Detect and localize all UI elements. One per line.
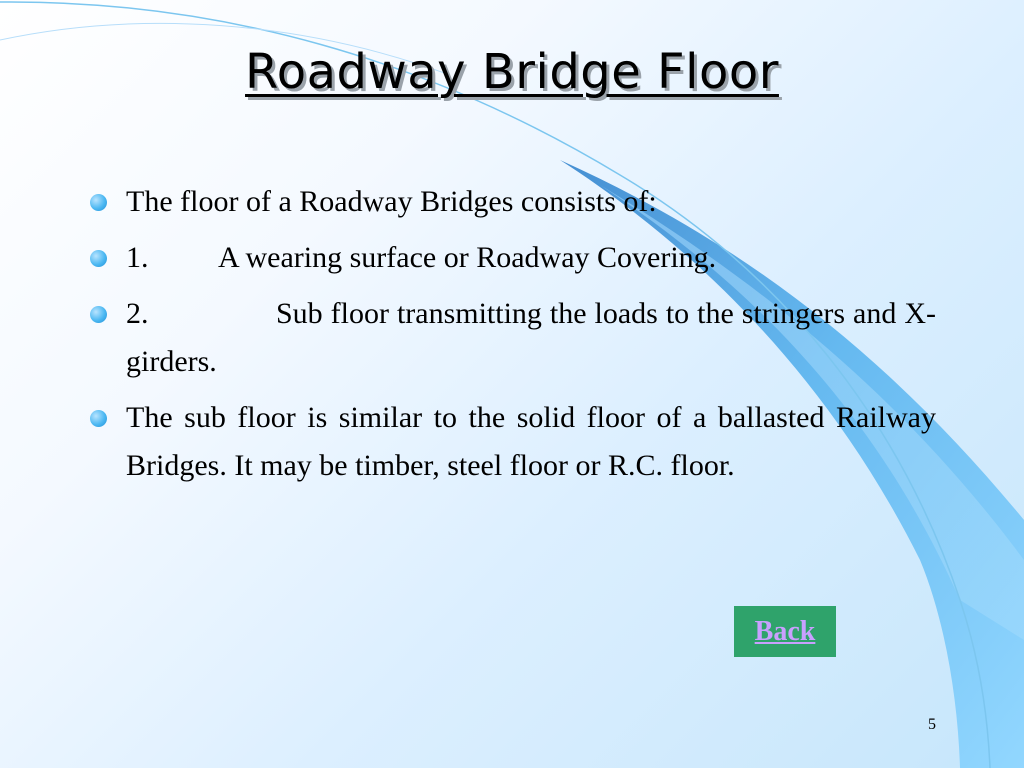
bullet-dot-icon xyxy=(90,410,107,427)
bullet-text: Sub floor transmitting the loads to the stringers and X-girders. xyxy=(126,297,936,378)
bullet-text: The sub floor is similar to the solid floor of a ballasted Railway Bridges. It may be timber, steel floor or R.C. floor. xyxy=(126,401,936,482)
bullet-number: 1. xyxy=(126,241,149,274)
bullet-number: 2. xyxy=(126,297,149,330)
bullet-item xyxy=(90,290,936,386)
bullet-item xyxy=(90,234,936,282)
bullet-dot-icon xyxy=(90,306,107,323)
back-button[interactable]: Back xyxy=(734,606,836,657)
bullet-text: The floor of a Roadway Bridges consists of: xyxy=(126,185,657,218)
slide-title: Roadway Bridge Floor xyxy=(245,44,779,100)
bullet-item xyxy=(90,394,936,490)
bullet-list xyxy=(90,178,936,498)
bullet-text: A wearing surface or Roadway Covering. xyxy=(218,241,717,274)
page-number: 5 xyxy=(928,716,936,733)
bullet-item xyxy=(90,178,936,226)
bullet-dot-icon xyxy=(90,250,107,267)
bullet-dot-icon xyxy=(90,194,107,211)
